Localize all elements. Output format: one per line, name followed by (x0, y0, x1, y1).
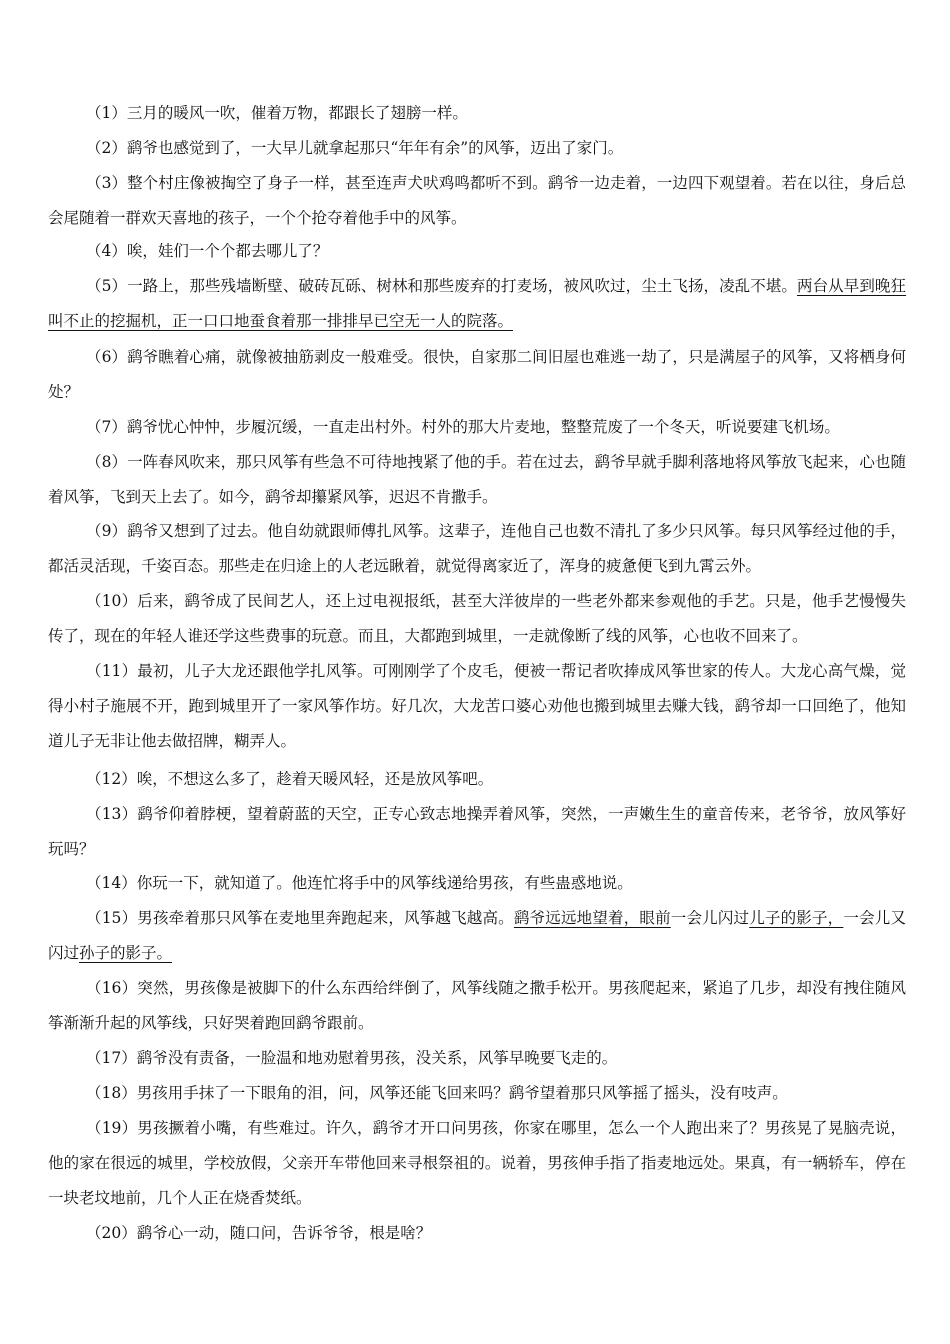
paragraph-1: （1）三月的暖风一吹，催着万物，都跟长了翅膀一样。 (86, 104, 468, 122)
paragraph-19: （19）男孩撅着小嘴，有些难过。许久，鹞爷才开口问男孩，你家在哪里，怎么一个人跑出来了？男孩晃了晃脑壳说，他的家在很远的城里，学校放假，父亲开车带他回来寻根祭祖的。说着，男孩伸手指了指麦地远处。果真，有一辆轿车，停在一块老坟地前，几个人正在烧香焚纸。 (48, 1119, 906, 1207)
paragraph-17: （17）鹞爷没有责备，一脸温和地劝慰着男孩，没关系，风筝早晚要飞走的。 (86, 1049, 618, 1067)
paragraph-4: （4）唉，娃们一个个都去哪儿了？ (86, 242, 329, 260)
paragraph-7: （7）鹞爷忧心忡忡，步履沉缓，一直走出村外。村外的那大片麦地，整整荒废了一个冬天，听说要建飞机场。 (86, 418, 840, 436)
paragraph-3: （3）整个村庄像被掏空了身子一样，甚至连声犬吠鸡鸣都听不到。鹞爷一边走着，一边四下观望着。若在以往，身后总会尾随着一群欢天喜地的孩子，一个个抢夺着他手中的风筝。 (48, 174, 906, 227)
paragraph-13: （13）鹞爷仰着脖梗，望着蔚蓝的天空，正专心致志地操弄着风筝，突然，一声嫩生生的童音传来，老爷爷，放风筝好玩吗？ (48, 805, 906, 858)
paragraph-9: （9）鹞爷又想到了过去。他自幼就跟师傅扎风筝。这辈子，连他自己也数不清扎了多少只风筝。每只风筝经过他的手，都活灵活现，千姿百态。那些走在归途上的人老远瞅着，就觉得离家近了，浑身的疲惫便飞到九霄云外。 (48, 522, 906, 575)
paragraph-2: （2）鹞爷也感觉到了，一大早儿就拿起那只“年年有余”的风筝，迈出了家门。 (86, 139, 624, 157)
underlined-sentence: 两台从早到晚狂叫不止的挖掘机，正一口口地蚕食着那一排排早已空无一人的院落。 (48, 277, 906, 330)
paragraph-20: （20）鹞爷心一动，随口问，告诉爷爷，根是啥？ (86, 1224, 432, 1242)
paragraph-16: （16）突然，男孩像是被脚下的什么东西给绊倒了，风筝线随之撒手松开。男孩爬起来，紧追了几步，却没有拽住随风筝渐渐升起的风筝线，只好哭着跑回鹞爷跟前。 (48, 979, 906, 1032)
paragraph-18: （18）男孩用手抹了一下眼角的泪，问，风筝还能飞回来吗？鹞爷望着那只风筝摇了摇头，没有吱声。 (86, 1084, 788, 1102)
paragraph-14: （14）你玩一下，就知道了。他连忙将手中的风筝线递给男孩，有些蛊惑地说。 (86, 874, 633, 892)
paragraph-10: （10）后来，鹞爷成了民间艺人，还上过电视报纸，甚至大洋彼岸的一些老外都来参观他的手艺。只是，他手艺慢慢失传了，现在的年轻人谁还学这些费事的玩意。而且，大都跑到城里，一走就像断了线的风筝，心也收不回来了。 (48, 592, 906, 645)
underlined-phrase-grandson: 孙子的影子。 (79, 944, 173, 962)
underlined-phrase-son: 儿子的影子， (749, 909, 844, 927)
paragraph-6: （6）鹞爷瞧着心痛，就像被抽筋剥皮一般难受。很快，自家那二间旧屋也难逃一劫了，只是满屋子的风筝，又将栖身何处？ (48, 348, 906, 401)
paragraph-15: （15）男孩牵着那只风筝在麦地里奔跑起来，风筝越飞越高。鹞爷远远地望着，眼前一会儿闪过儿子的影子，一会儿又闪过孙子的影子。 (48, 909, 906, 962)
paragraph-8: （8）一阵春风吹来，那只风筝有些急不可待地拽紧了他的手。若在过去，鹞爷早就手脚利落地将风筝放飞起来，心也随着风筝，飞到天上去了。如今，鹞爷却攥紧风筝，迟迟不肯撒手。 (48, 453, 906, 506)
paragraph-11: （11）最初，儿子大龙还跟他学扎风筝。可刚刚学了个皮毛，便被一帮记者吹捧成风筝世家的传人。大龙心高气燥，觉得小村子施展不开，跑到城里开了一家风筝作坊。好几次，大龙苦口婆心劝他也搬到城里去赚大钱，鹞爷却一口回绝了，他知道儿子无非让他去做招牌，糊弄人。 (48, 662, 906, 750)
paragraph-12: （12）唉，不想这么多了，趁着天暖风轻，还是放风筝吧。 (86, 770, 494, 788)
underlined-phrase-gaze: 鹞爷远远地望着，眼前 (513, 909, 671, 927)
paragraph-5: （5）一路上，那些残墙断壁、破砖瓦砾、树林和那些废弃的打麦场，被风吹过，尘土飞扬，凌乱不堪。两台从早到晚狂叫不止的挖掘机，正一口口地蚕食着那一排排早已空无一人的院落。 (48, 277, 906, 330)
